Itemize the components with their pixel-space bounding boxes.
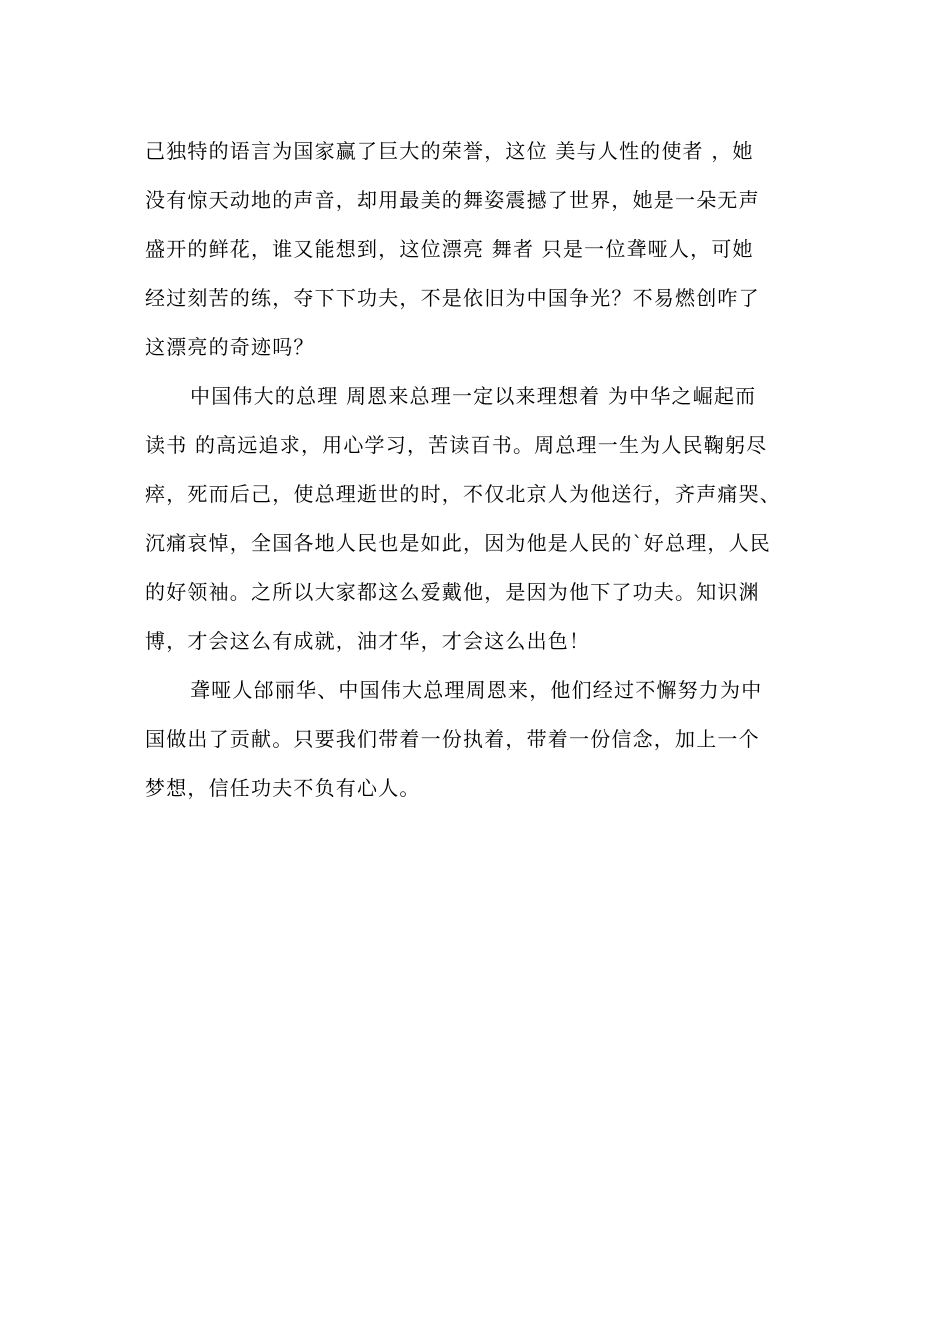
text-line: 读书 的高远追求，用心学习，苦读百书。周总理一生为人民鞠躬尽 — [145, 433, 768, 457]
text-line: 博，才会这么有成就，油才华，才会这么出色！ — [145, 629, 591, 653]
paragraph-2 — [145, 372, 825, 666]
text-line: 聋哑人邰丽华、中国伟大总理周恩来，他们经过不懈努力为中 — [190, 678, 763, 702]
text-line: 的好领袖。之所以大家都这么爱戴他，是因为他下了功夫。知识渊 — [145, 580, 760, 604]
text-line: 梦想，信任功夫不负有心人。 — [145, 776, 421, 800]
body-text — [145, 127, 825, 813]
text-line: 没有惊天动地的声音，却用最美的舞姿震撼了世界，她是一朵无声 — [145, 188, 760, 212]
text-line: 中国伟大的总理 周恩来总理一定以来理想着 为中华之崛起而 — [190, 384, 757, 408]
text-line: 这漂亮的奇迹吗？ — [145, 335, 315, 359]
text-line: 经过刻苦的练，夺下下功夫，不是依旧为中国争光？不易燃创咋了 — [145, 286, 760, 310]
text-line: 瘁，死而后己，使总理逝世的时，不仅北京人为他送行，齐声痛哭、 — [145, 482, 781, 506]
text-line: 沉痛哀悼，全国各地人民也是如此，因为他是人民的`好总理，人民 — [145, 531, 771, 555]
text-line: 己独特的语言为国家赢了巨大的荣誉，这位 美与人性的使者 ，她 — [145, 139, 754, 163]
text-line: 国做出了贡献。只要我们带着一份执着，带着一份信念，加上一个 — [145, 727, 760, 751]
text-line: 盛开的鲜花，谁又能想到，这位漂亮 舞者 只是一位聋哑人，可她 — [145, 237, 754, 261]
paragraph-3 — [145, 666, 825, 813]
paragraph-1 — [145, 127, 825, 372]
